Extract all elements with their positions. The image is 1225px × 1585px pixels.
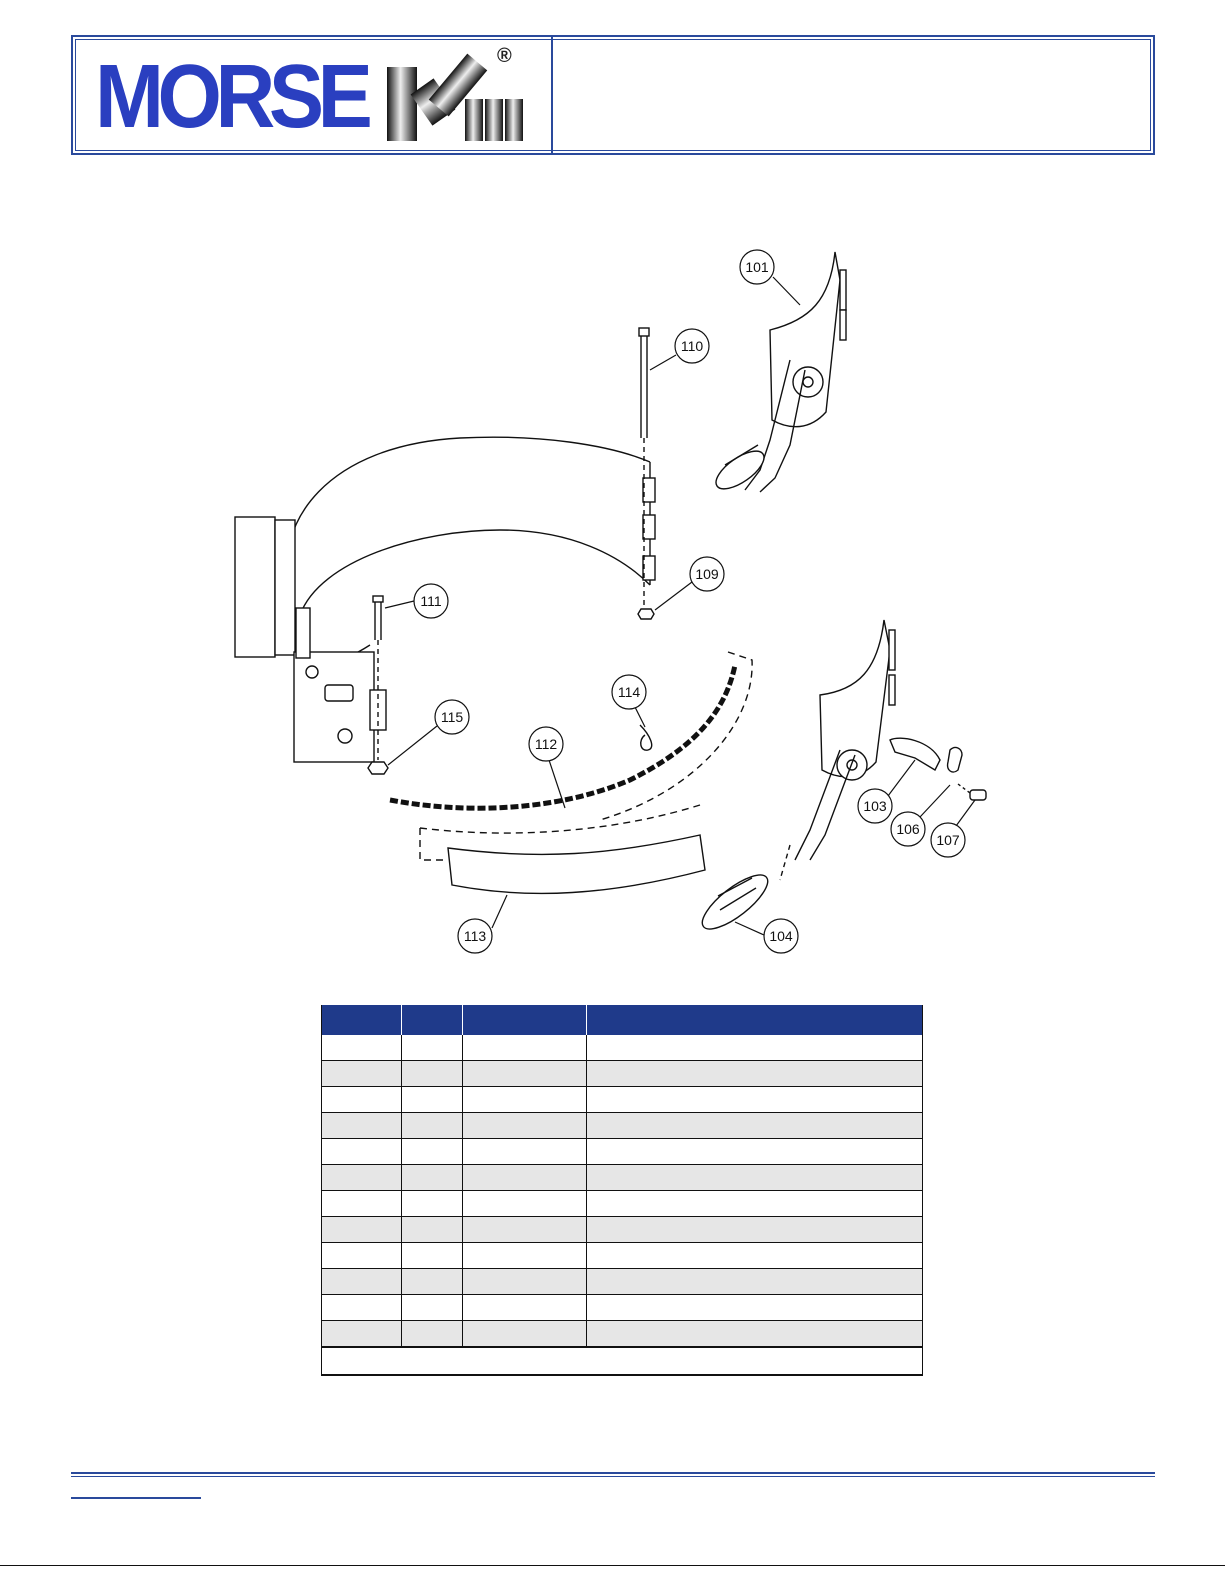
left-bracket	[235, 517, 386, 762]
table-row	[322, 1035, 923, 1061]
screw-107	[958, 784, 986, 800]
parts-table	[321, 1005, 923, 1376]
callout-115	[388, 700, 469, 765]
pad-113	[420, 805, 705, 893]
callout-101	[740, 250, 800, 305]
svg-text:114: 114	[617, 684, 641, 700]
callout-112	[529, 727, 565, 808]
callout-114	[612, 675, 646, 727]
table-row	[322, 1295, 923, 1321]
svg-text:101: 101	[745, 259, 769, 275]
chain-112	[390, 652, 752, 820]
table-row	[322, 1217, 923, 1243]
footer-link-underline[interactable]	[71, 1497, 201, 1499]
pin-114	[640, 725, 652, 750]
drum-band	[286, 437, 650, 663]
table-row	[322, 1061, 923, 1087]
footer-rule-thin	[71, 1476, 1155, 1477]
table-row	[322, 1165, 923, 1191]
page-bottom-edge	[0, 1565, 1225, 1566]
table-row	[322, 1191, 923, 1217]
registered-mark: ®	[497, 45, 512, 67]
callout-113	[458, 895, 507, 953]
lever-assembly-101	[710, 252, 846, 496]
callout-104	[735, 919, 798, 953]
clip-106	[948, 748, 962, 772]
nut-115	[368, 762, 388, 774]
table-row	[322, 1139, 923, 1165]
svg-text:103: 103	[863, 798, 887, 814]
svg-text:110: 110	[680, 338, 704, 354]
nut-109	[638, 609, 654, 619]
logo-text: MORSE	[95, 47, 367, 147]
table-row	[322, 1087, 923, 1113]
table-row	[322, 1243, 923, 1269]
latch-103	[890, 738, 940, 770]
band-hinge	[643, 478, 655, 580]
svg-text:111: 111	[420, 593, 442, 609]
callout-111	[385, 584, 448, 618]
svg-text:113: 113	[463, 928, 487, 944]
table-note-row	[322, 1347, 923, 1375]
callout-110	[650, 329, 709, 370]
table-row	[322, 1321, 923, 1348]
svg-text:115: 115	[440, 709, 464, 725]
footer-rule	[71, 1472, 1155, 1474]
grip-104	[695, 866, 775, 937]
lever-assembly-lower	[780, 620, 895, 880]
table-row	[322, 1269, 923, 1295]
svg-text:112: 112	[534, 736, 558, 752]
svg-text:104: 104	[769, 928, 793, 944]
svg-text:106: 106	[896, 821, 920, 837]
table-header	[322, 1005, 923, 1035]
table-row	[322, 1113, 923, 1139]
svg-text:107: 107	[936, 832, 960, 848]
callout-107	[931, 800, 975, 857]
callout-109	[655, 557, 724, 610]
svg-text:109: 109	[695, 566, 719, 582]
